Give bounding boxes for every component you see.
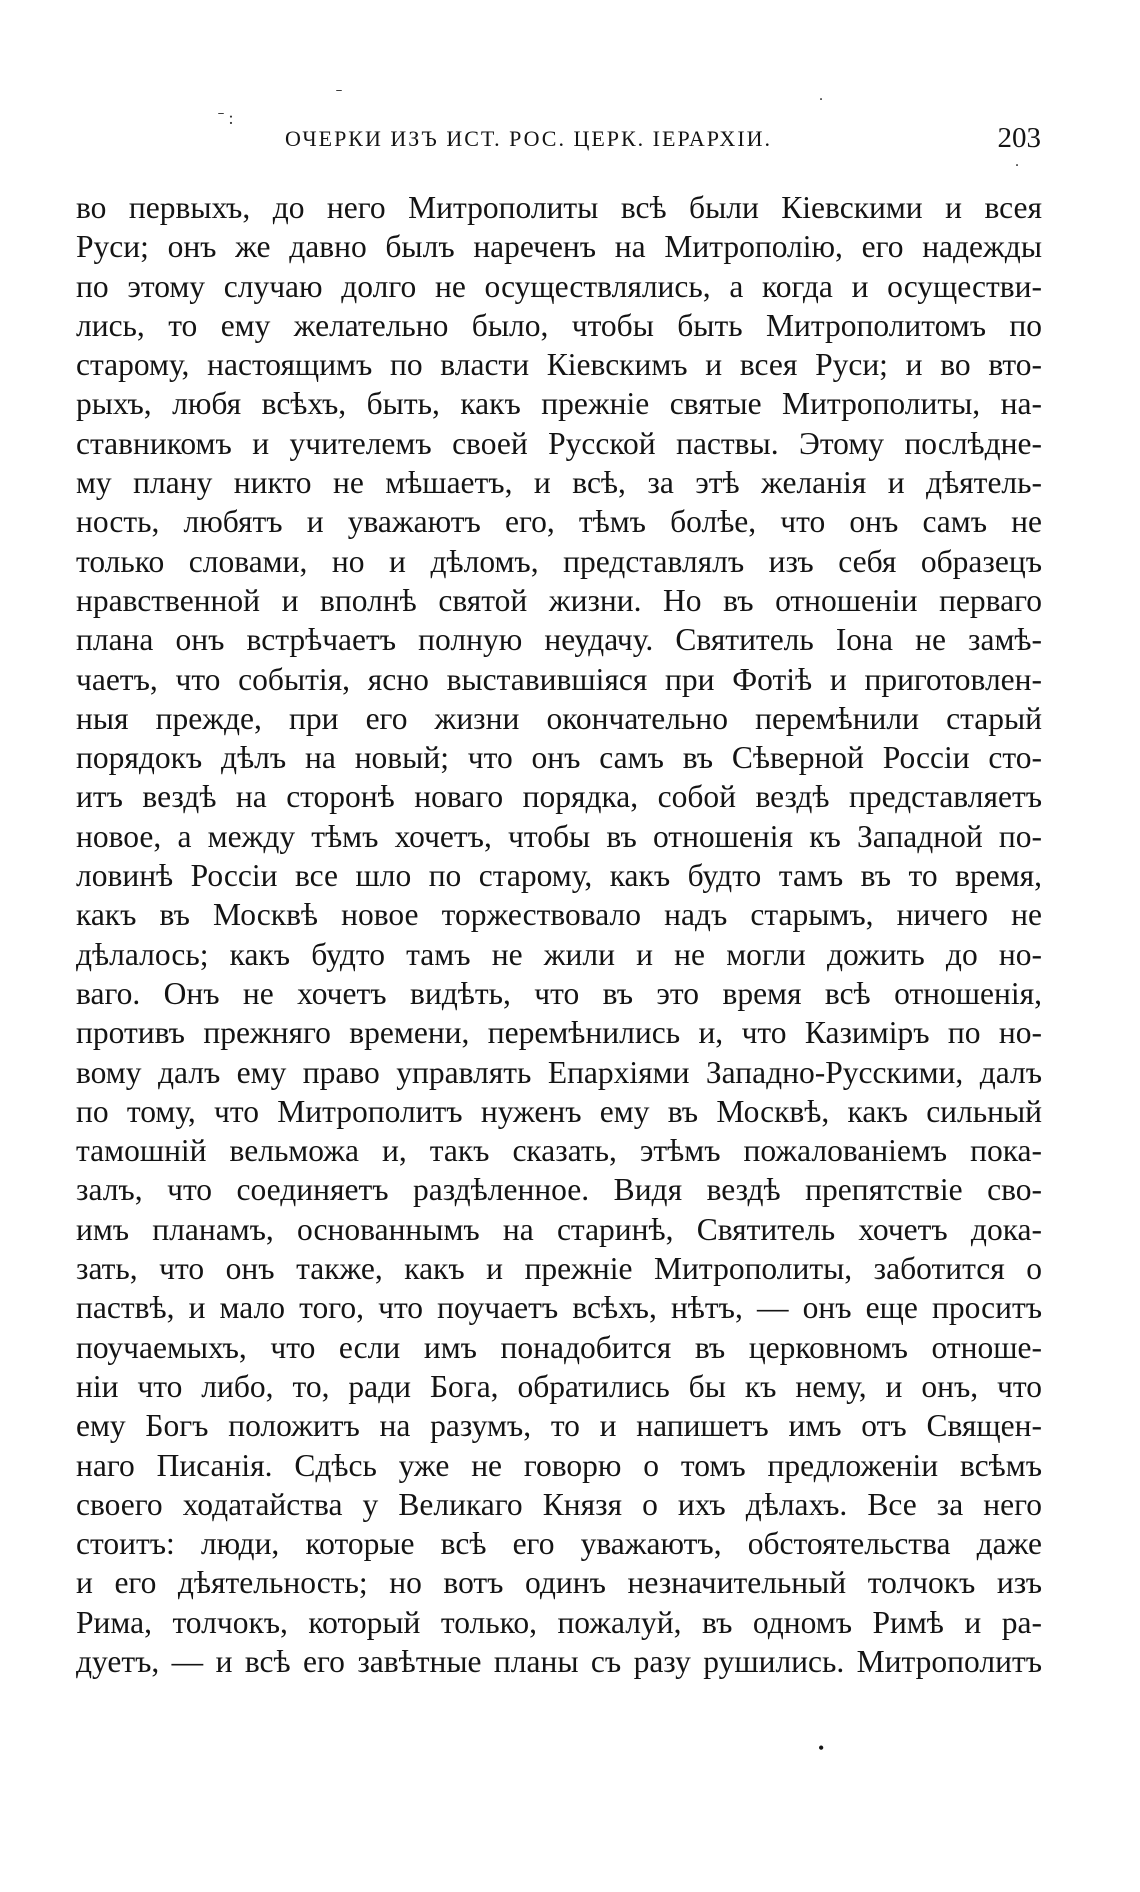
running-title: ОЧЕРКИ ИЗЪ ИСТ. РОС. ЦЕРК. IЕРАРХIИ.	[285, 126, 773, 151]
text-line: и его дѣятельность; но вотъ одинъ незначительный толчокъ изъ	[76, 1565, 1042, 1601]
text-line: Рима, толчокъ, который только, пожалуй, въ одномъ Римѣ и ра-	[76, 1604, 1042, 1640]
text-line: лись, то ему желательно было, чтобы быть Митрополитомъ по	[76, 307, 1042, 343]
text-line: дуетъ, — и всѣ его завѣтные планы съ разу рушились. Митрополитъ	[76, 1643, 1042, 1679]
text-line: плана онъ встрѣчаетъ полную неудачу. Святитель Іона не замѣ-	[76, 622, 1042, 658]
text-line: ность, любятъ и уважаютъ его, тѣмъ болѣе, что онъ самъ не	[76, 504, 1042, 540]
text-line: имъ планамъ, основаннымъ на старинѣ, Святитель хочетъ дока-	[76, 1211, 1042, 1247]
text-line: зать, что онъ также, какъ и прежніе Митрополиты, заботится о	[76, 1251, 1042, 1287]
text-line: вому далъ ему право управлять Епархіями Западно-Русскими, далъ	[76, 1054, 1042, 1090]
print-speck: ˉ :	[218, 108, 234, 128]
text-line: тамошній вельможа и, такъ сказать, этѣмъ пожалованіемъ пока-	[76, 1133, 1042, 1169]
running-head	[285, 122, 1041, 162]
print-speck: ˙	[1014, 160, 1020, 180]
text-line: противъ прежняго времени, перемѣнились и, что Казиміръ по но-	[76, 1015, 1042, 1051]
print-speck: ˗	[336, 78, 342, 98]
text-line: старому, настоящимъ по власти Кіевскимъ и всея Руси; и во вто-	[76, 347, 1042, 383]
text-line: ніи что либо, то, ради Бога, обратились бы къ нему, и онъ, что	[76, 1368, 1042, 1404]
text-line: по этому случаю долго не осуществлялись, а когда и осуществи-	[76, 268, 1042, 304]
text-line: дѣлалось; какъ будто тамъ не жили и не могли дожить до но-	[76, 936, 1042, 972]
text-line: своего ходатайства у Великаго Князя о ихъ дѣлахъ. Все за него	[76, 1486, 1042, 1522]
text-line: чаетъ, что событія, ясно выставившіяся при Фотіѣ и приготовлен-	[76, 661, 1042, 697]
text-line: порядокъ дѣлъ на новый; что онъ самъ въ Сѣверной Россіи сто-	[76, 740, 1042, 776]
text-line: му плану никто не мѣшаетъ, и всѣ, за этѣ желанія и дѣятель-	[76, 465, 1042, 501]
text-line: Руси; онъ же давно былъ нареченъ на Митрополію, его надежды	[76, 229, 1042, 265]
text-line: паствѣ, и мало того, что поучаетъ всѣхъ, нѣтъ, — онъ еще проситъ	[76, 1290, 1042, 1326]
text-line: нравственной и вполнѣ святой жизни. Но въ отношеніи перваго	[76, 582, 1042, 618]
text-line: ловинѣ Россіи все шло по старому, какъ будто тамъ въ то время,	[76, 858, 1042, 894]
text-line: новое, а между тѣмъ хочетъ, чтобы въ отношенія къ Западной по-	[76, 818, 1042, 854]
text-line: наго Писанія. Сдѣсь уже не говорю о томъ предложеніи всѣмъ	[76, 1447, 1042, 1483]
text-line: залъ, что соединяетъ раздѣленное. Видя вездѣ препятствіе сво-	[76, 1172, 1042, 1208]
print-speck: •	[818, 1738, 825, 1758]
text-line: стоитъ: люди, которые всѣ его уважаютъ, обстоятельства даже	[76, 1526, 1042, 1562]
body-text	[76, 188, 1042, 1681]
text-line: только словами, но и дѣломъ, представлялъ изъ себя образецъ	[76, 543, 1042, 579]
text-line: какъ въ Москвѣ новое торжествовало надъ старымъ, ничего не	[76, 897, 1042, 933]
text-line: поучаемыхъ, что если имъ понадобится въ церковномъ отноше-	[76, 1329, 1042, 1365]
text-line: по тому, что Митрополитъ нуженъ ему въ Москвѣ, какъ сильный	[76, 1093, 1042, 1129]
print-speck: ˙	[818, 94, 824, 114]
text-line: ему Богъ положитъ на разумъ, то и напишетъ имъ отъ Священ-	[76, 1408, 1042, 1444]
text-line: ставникомъ и учителемъ своей Русской паствы. Этому послѣдне-	[76, 425, 1042, 461]
page-number: 203	[997, 122, 1041, 154]
text-line: во первыхъ, до него Митрополиты всѣ были Кіевскими и всея	[76, 190, 1042, 225]
text-line: ныя прежде, при его жизни окончательно перемѣнили старый	[76, 700, 1042, 736]
text-line: ваго. Онъ не хочетъ видѣть, что въ это время всѣ отношенія,	[76, 975, 1042, 1011]
text-line: итъ вездѣ на сторонѣ новаго порядка, собой вездѣ представляетъ	[76, 779, 1042, 815]
text-line: рыхъ, любя всѣхъ, быть, какъ прежніе святые Митрополиты, на-	[76, 386, 1042, 422]
